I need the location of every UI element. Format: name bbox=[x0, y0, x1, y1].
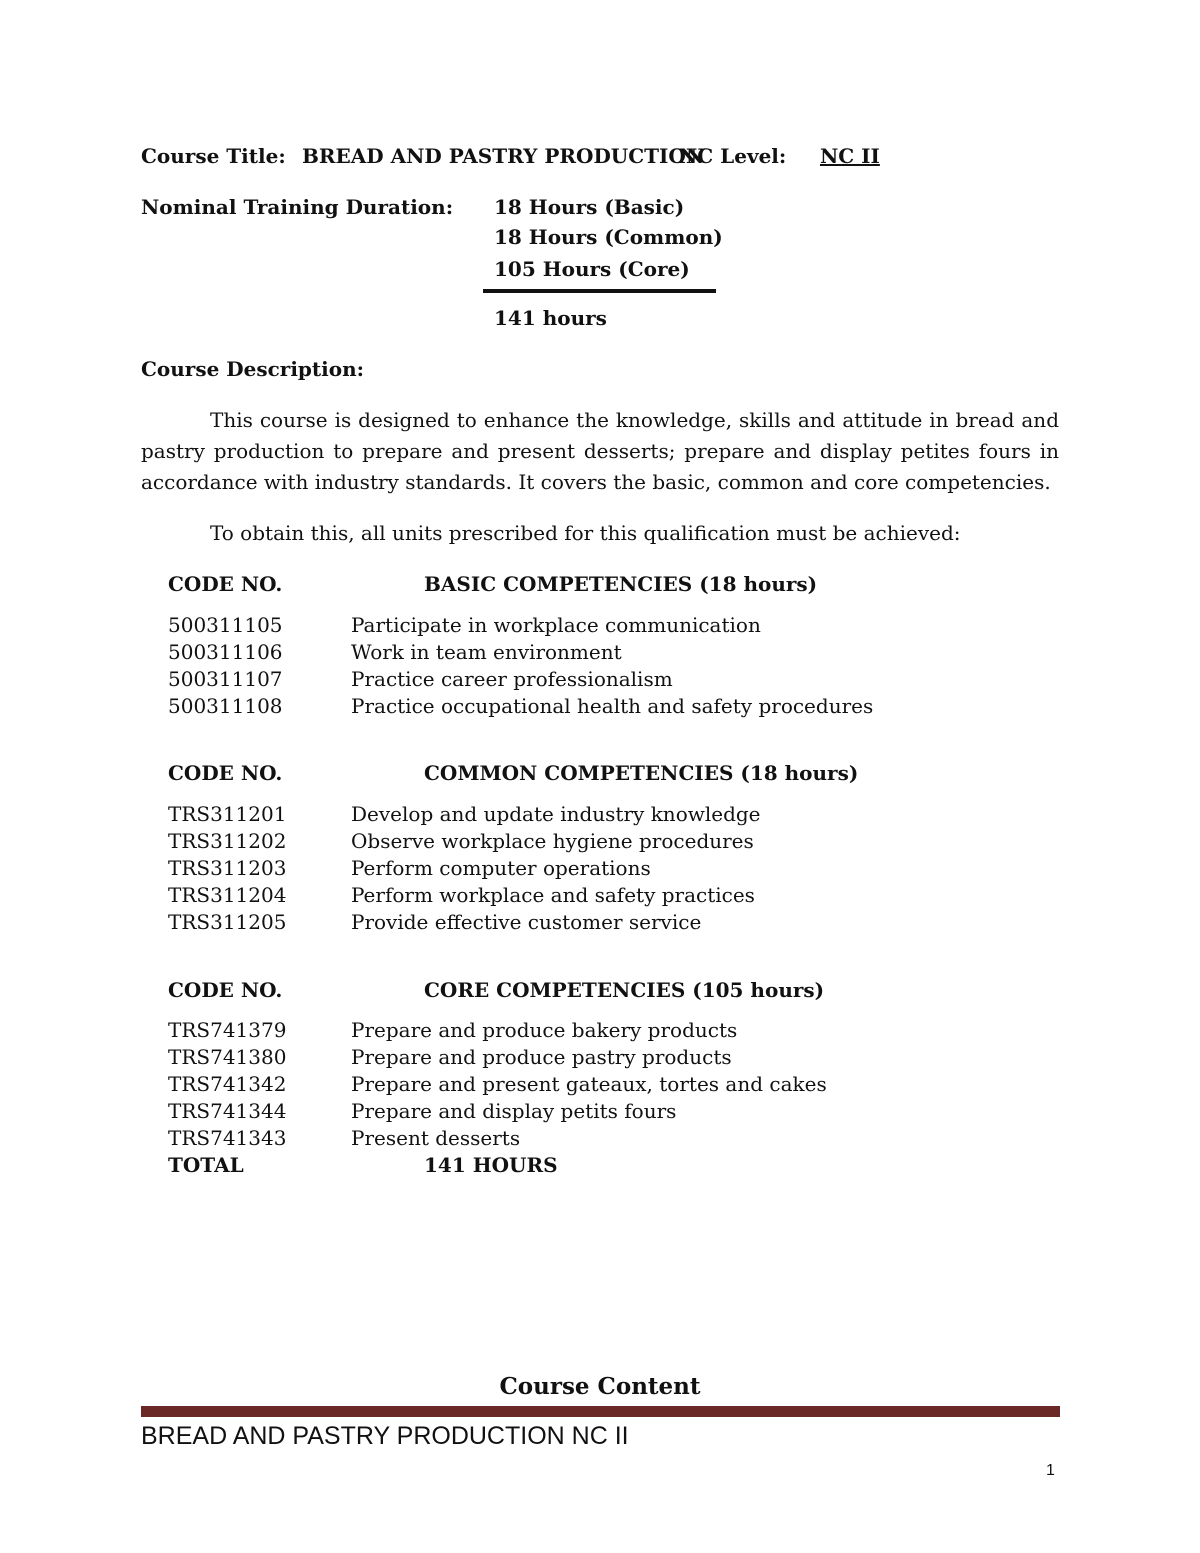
core-unit: Prepare and display petits fours bbox=[351, 1099, 677, 1123]
requirement-sentence: To obtain this, all units prescribed for this qualification must be achieved: bbox=[210, 521, 961, 545]
page-number: 1 bbox=[1046, 1462, 1055, 1479]
common-unit: Observe workplace hygiene procedures bbox=[351, 829, 754, 853]
nc-level-label: NC Level: bbox=[679, 144, 787, 168]
duration-core: 105 Hours (Core) bbox=[494, 257, 690, 281]
duration-total: 141 hours bbox=[494, 306, 607, 330]
duration-common: 18 Hours (Common) bbox=[494, 225, 723, 249]
basic-unit: Practice career professionalism bbox=[351, 667, 673, 691]
core-unit: Prepare and produce bakery products bbox=[351, 1018, 738, 1042]
core-code: TRS741342 bbox=[168, 1072, 287, 1096]
basic-unit: Work in team environment bbox=[351, 640, 622, 664]
core-code-header: CODE NO. bbox=[168, 978, 283, 1002]
basic-code-header: CODE NO. bbox=[168, 572, 283, 596]
duration-label: Nominal Training Duration: bbox=[141, 195, 454, 219]
core-code: TRS741343 bbox=[168, 1126, 287, 1150]
core-code: TRS741344 bbox=[168, 1099, 287, 1123]
common-code: TRS311202 bbox=[168, 829, 287, 853]
common-code: TRS311203 bbox=[168, 856, 287, 880]
common-code-header: CODE NO. bbox=[168, 761, 283, 785]
core-code: TRS741379 bbox=[168, 1018, 287, 1042]
basic-unit: Participate in workplace communication bbox=[351, 613, 761, 637]
duration-basic: 18 Hours (Basic) bbox=[494, 195, 685, 219]
core-unit: Prepare and produce pastry products bbox=[351, 1045, 732, 1069]
description-label: Course Description: bbox=[141, 357, 365, 381]
basic-unit: Practice occupational health and safety procedures bbox=[351, 694, 874, 718]
common-code: TRS311204 bbox=[168, 883, 287, 907]
common-unit: Develop and update industry knowledge bbox=[351, 802, 761, 826]
basic-section-title: BASIC COMPETENCIES (18 hours) bbox=[424, 572, 818, 596]
basic-code: 500311106 bbox=[168, 640, 283, 664]
course-title-value: BREAD AND PASTRY PRODUCTION bbox=[302, 144, 705, 168]
course-title-label: Course Title: bbox=[141, 144, 286, 168]
common-section-title: COMMON COMPETENCIES (18 hours) bbox=[424, 761, 859, 785]
basic-code: 500311107 bbox=[168, 667, 283, 691]
description-paragraph: This course is designed to enhance the knowledge, skills and attitude in bread and pastry production to prepare and present desserts; prepare and display petites fours in accordance with industry standards. It covers the basic, common and core competencies. bbox=[141, 408, 1059, 494]
course-content-heading: Course Content bbox=[499, 1373, 701, 1400]
common-unit: Perform workplace and safety practices bbox=[351, 883, 755, 907]
common-code: TRS311205 bbox=[168, 910, 287, 934]
total-value: 141 HOURS bbox=[424, 1153, 558, 1177]
total-label: TOTAL bbox=[168, 1153, 244, 1177]
nc-level-value: NC II bbox=[820, 144, 880, 168]
core-unit: Present desserts bbox=[351, 1126, 521, 1150]
basic-code: 500311108 bbox=[168, 694, 283, 718]
core-section-title: CORE COMPETENCIES (105 hours) bbox=[424, 978, 825, 1002]
common-code: TRS311201 bbox=[168, 802, 287, 826]
basic-code: 500311105 bbox=[168, 613, 283, 637]
core-code: TRS741380 bbox=[168, 1045, 287, 1069]
common-unit: Provide effective customer service bbox=[351, 910, 702, 934]
core-unit: Prepare and present gateaux, tortes and cakes bbox=[351, 1072, 827, 1096]
duration-sum-rule bbox=[483, 289, 716, 293]
common-unit: Perform computer operations bbox=[351, 856, 651, 880]
footer-title: BREAD AND PASTRY PRODUCTION NC II bbox=[141, 1422, 629, 1450]
footer-rule bbox=[141, 1406, 1060, 1417]
